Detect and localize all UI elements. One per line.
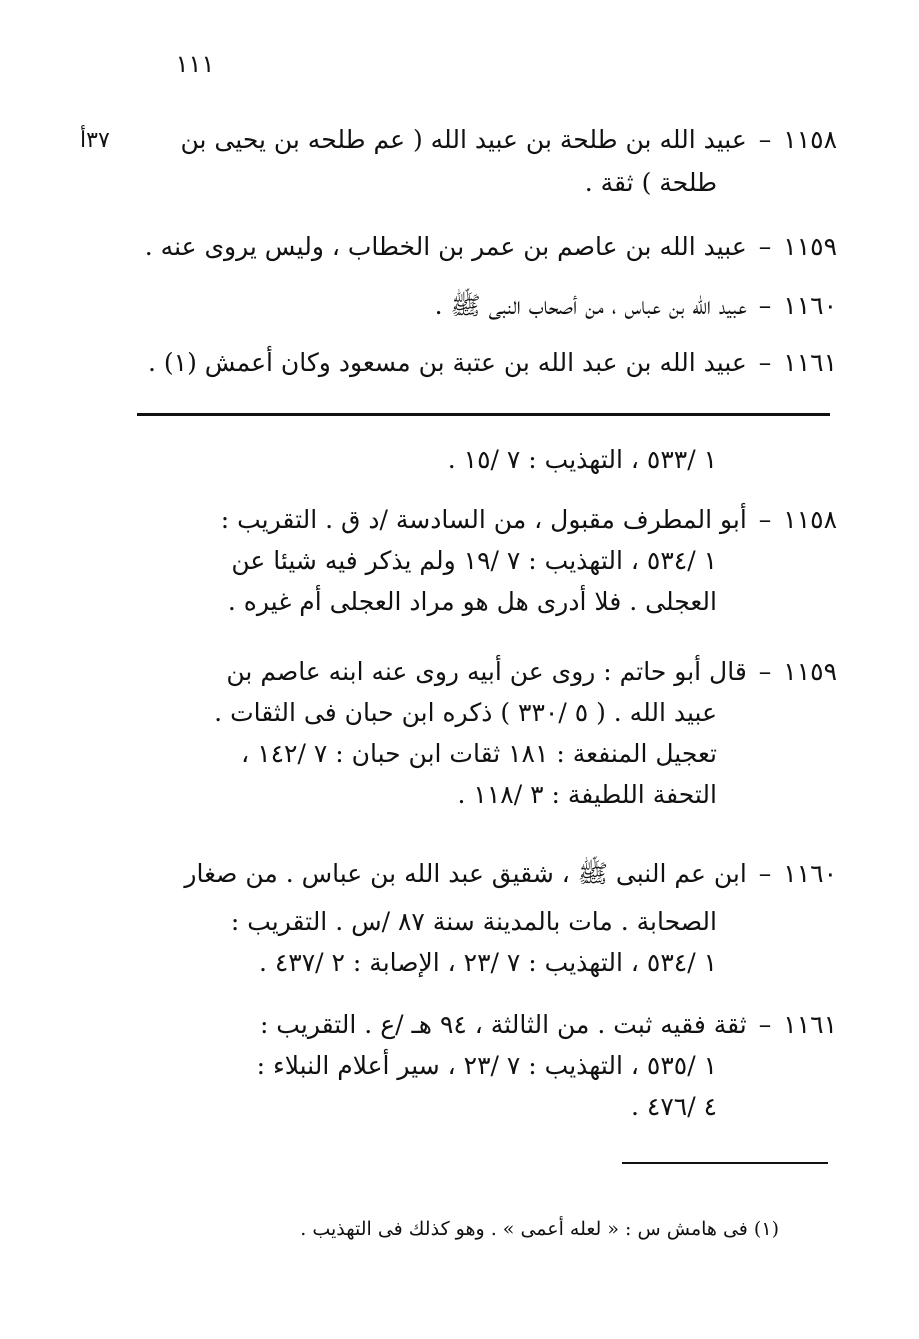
note-number: ١١٥٨ (783, 505, 837, 534)
entry-line (77, 125, 837, 154)
note-line: ١ /٥٣٥ ، التهذيب : ٧ /٢٣ ، سير أعلام النبلاء : (256, 1051, 717, 1080)
entry-dash: – (758, 125, 772, 154)
note-dash: – (758, 505, 772, 534)
note-line: العجلى . فلا أدرى هل هو مراد العجلى أم غيره . (227, 587, 717, 616)
entry-number: ١١٦١ (783, 348, 837, 377)
entry-text: عبيد الله بن عاصم بن عمر بن الخطاب ، وليس يروى عنه . (144, 232, 747, 261)
main-entry-1159 (77, 232, 837, 261)
note-1160 (137, 858, 837, 977)
entry-number: ١١٥٨ (783, 125, 837, 154)
entry-line (137, 657, 837, 686)
entry-number: ١١٥٩ (783, 232, 837, 261)
entry-text: عبيد الله بن عباس ، من أصحاب النبى ﷺ . (434, 291, 747, 320)
note-line: التحفة اللطيفة : ٣ /١١٨ . (457, 780, 717, 809)
note-line: تعجيل المنفعة : ١٨١ ثقات ابن حبان : ٧ /١٤٢ ، (241, 739, 717, 768)
entry-line: ١ /٥٣٣ ، التهذيب : ٧ /١٥ . (447, 445, 717, 474)
note-text: ثقة فقيه ثبت . من الثالثة ، ٩٤ هـ /ع . التقريب : (259, 1010, 747, 1039)
note-1161 (137, 1010, 837, 1121)
note-number: ١١٦٠ (783, 859, 837, 888)
entry-line (137, 505, 837, 534)
entry-dash: – (758, 291, 772, 320)
note-line: ١ /٥٣٤ ، التهذيب : ٧ /٢٣ ، الإصابة : ٢ /٤٣٧ . (258, 948, 717, 977)
note-dash: – (758, 859, 772, 888)
notes-intro (137, 445, 837, 474)
entry-text: عبيد الله بن طلحة بن عبيد الله ( عم طلحه بن يحيى بن (180, 125, 747, 154)
entry-dash: – (758, 348, 772, 377)
note-1158 (137, 505, 837, 616)
note-1159 (137, 657, 837, 809)
entry-text: عبيد الله بن عبد الله بن عتبة بن مسعود وكان أعمش (١) . (148, 348, 747, 377)
section-divider (137, 413, 830, 416)
entry-line (77, 232, 837, 261)
entry-line (137, 858, 837, 895)
note-dash: – (758, 1010, 772, 1039)
page-number: ١١١ (175, 50, 215, 78)
note-line: ٤ /٤٧٦ . (630, 1092, 717, 1121)
note-text: أبو المطرف مقبول ، من السادسة /د ق . التقريب : (220, 505, 747, 534)
note-line: عبيد الله . ( ٥ /٣٣٠ ) ذكره ابن حبان فى الثقات . (214, 698, 717, 727)
entry-line (77, 290, 837, 327)
note-line: ١ /٥٣٤ ، التهذيب : ٧ /١٩ ولم يذكر فيه شيئا عن (231, 546, 717, 575)
main-entry-1161 (77, 348, 837, 377)
main-entry-1160 (77, 290, 837, 327)
footnote-divider (622, 1162, 828, 1164)
entry-line (77, 348, 837, 377)
entry-line (137, 1010, 837, 1039)
note-text: قال أبو حاتم : روى عن أبيه روى عنه ابنه عاصم بن (226, 657, 747, 686)
note-number: ١١٦١ (783, 1010, 837, 1039)
entry-number: ١١٦٠ (783, 291, 837, 320)
main-entry-1158 (77, 125, 837, 197)
margin-folio-mark: ٣٧أ (80, 128, 110, 153)
note-line: الصحابة . مات بالمدينة سنة ٨٧ /س . التقريب : (230, 907, 717, 936)
note-text: ابن عم النبى ﷺ ، شقيق عبد الله بن عباس . من صغار (184, 859, 747, 888)
note-number: ١١٥٩ (783, 657, 837, 686)
footnote: (١) فى هامش س : « لعله أعمى » . وهو كذلك فى التهذيب . (300, 1218, 779, 1240)
note-dash: – (758, 657, 772, 686)
entry-line: طلحة ) ثقة . (584, 168, 717, 197)
entry-dash: – (758, 232, 772, 261)
